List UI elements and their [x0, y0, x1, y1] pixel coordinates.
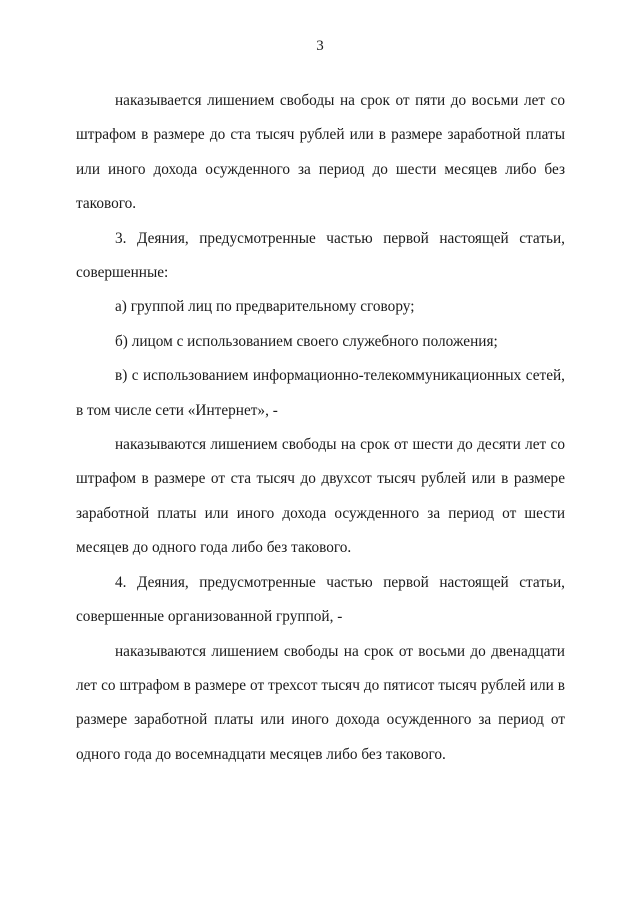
- paragraph-penalty-part-4: наказываются лишением свободы на срок от восьми до двенадцати лет со штрафом в размере от трехсот тысяч до пятисот тысяч рублей или в размере заработной платы или иного дохода осужденного за период от одного года до восемнадцати месяцев либо без такового.: [76, 642, 565, 763]
- paragraph-part-3-intro: 3. Деяния, предусмотренные частью первой настоящей статьи, совершенные:: [76, 229, 565, 282]
- paragraph-item-v: в) с использованием информационно-телекоммуникационных сетей, в том числе сети «Интернет», -: [76, 367, 565, 419]
- paragraph-item-a: а) группой лиц по предварительному сговору;: [115, 298, 415, 316]
- paragraph-item-b: б) лицом с использованием своего служебного положения;: [115, 332, 498, 350]
- page-number: 3: [316, 38, 324, 54]
- paragraph-part-4-intro: 4. Деяния, предусмотренные частью первой настоящей статьи, совершенные организованной группой, -: [76, 573, 565, 626]
- document-body: [76, 84, 565, 772]
- paragraph-penalty-part-3: наказываются лишением свободы на срок от шести до десяти лет со штрафом в размере от ста тысяч до двухсот тысяч рублей или в размере заработной платы или иного дохода осужденного за период от шести месяцев до одного года либо без такового.: [76, 436, 565, 557]
- paragraph-penalty-part-2: наказывается лишением свободы на срок от пяти до восьми лет со штрафом в размере до ста тысяч рублей или в размере заработной платы или иного дохода осужденного за период до шести месяцев либо без такового.: [76, 92, 565, 213]
